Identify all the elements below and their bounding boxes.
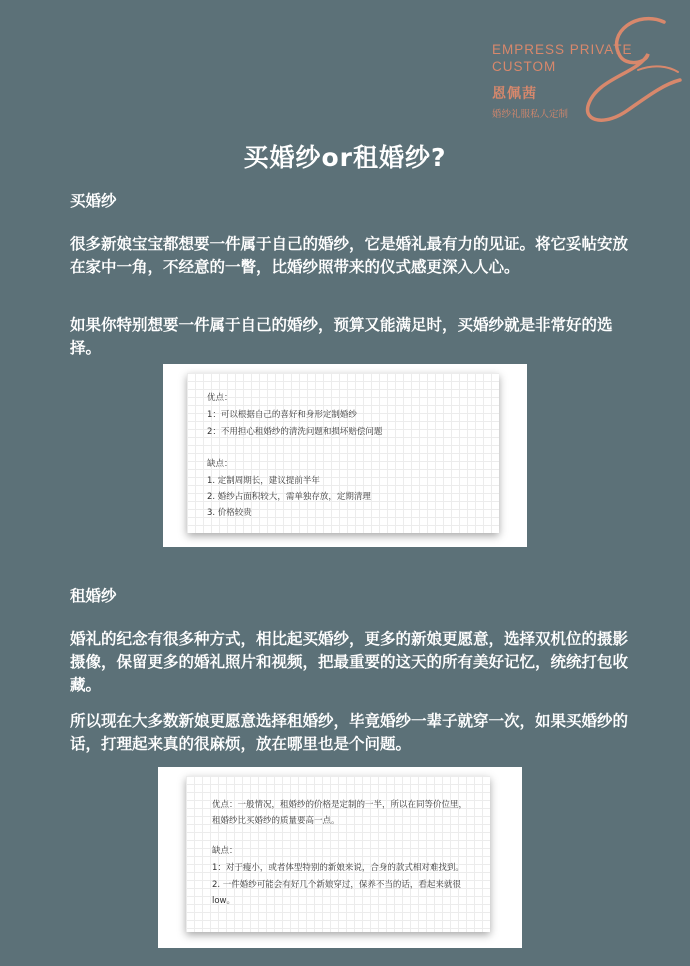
buy-con-item: 3. 价格较贵: [207, 508, 252, 518]
logo-tagline: 婚纱礼服私人定制: [492, 109, 569, 120]
rent-con-item: 1：对于瘦小，或者体型特别的新娘来说，合身的款式相对难找到。: [212, 863, 464, 873]
rent-pros-line: 租婚纱比买婚纱的质量要高一点。: [212, 816, 340, 826]
rent-con-item: low。: [212, 896, 236, 906]
rent-pros-cons-note: [186, 776, 490, 932]
buy-pros-title: 优点：: [207, 393, 233, 403]
brand-logo: [488, 14, 684, 124]
buy-image-frame: [163, 364, 527, 547]
buy-cons-title: 缺点：: [207, 459, 233, 469]
rent-con-item: 2. 一件婚纱可能会有好几个新娘穿过，保养不当的话，看起来就很: [212, 880, 461, 890]
buy-pros-cons-note: [187, 373, 499, 533]
rent-pros-line: 优点：一般情况，租婚纱的价格是定制的一半，所以在同等价位里，: [212, 800, 468, 810]
logo-wordmark-line2: CUSTOM: [492, 59, 557, 74]
rent-cons-title: 缺点：: [212, 846, 238, 856]
buy-con-item: 1. 定制周期长，建议提前半年: [207, 476, 320, 486]
page-title: 买婚纱or租婚纱?: [243, 143, 447, 172]
buy-heading: 买婚纱: [70, 192, 117, 210]
logo-wordmark-line1: EMPRESS PRIVATE: [492, 42, 633, 57]
buy-pro-item: 1：可以根据自己的喜好和身形定制婚纱: [207, 410, 357, 420]
rent-image-frame: [158, 767, 522, 948]
buy-paragraph-1: 很多新娘宝宝都想要一件属于自己的婚纱，它是婚礼最有力的见证。将它妥帖安放在家中一角，不经意的一瞥，比婚纱照带来的仪式感更深入人心。: [70, 235, 629, 276]
rent-paragraph-1: 婚礼的纪念有很多种方式，相比起买婚纱，更多的新娘更愿意，选择双机位的摄影摄像，保留更多的婚礼照片和视频，把最重要的这天的所有美好记忆，统统打包收藏。: [70, 630, 629, 694]
logo-chinese-name: 恩佩茜: [492, 86, 537, 102]
rent-heading: 租婚纱: [70, 587, 117, 605]
rent-paragraph-2: 所以现在大多数新娘更愿意选择租婚纱，毕竟婚纱一辈子就穿一次，如果买婚纱的话，打理起来真的很麻烦，放在哪里也是个问题。: [70, 712, 629, 753]
buy-con-item: 2. 婚纱占面积较大，需单独存放，定期清理: [207, 492, 371, 502]
buy-pro-item: 2：不用担心租婚纱的清洗问题和损坏赔偿问题: [207, 427, 383, 437]
buy-paragraph-2: 如果你特别想要一件属于自己的婚纱，预算又能满足时，买婚纱就是非常好的选择。: [70, 316, 613, 357]
